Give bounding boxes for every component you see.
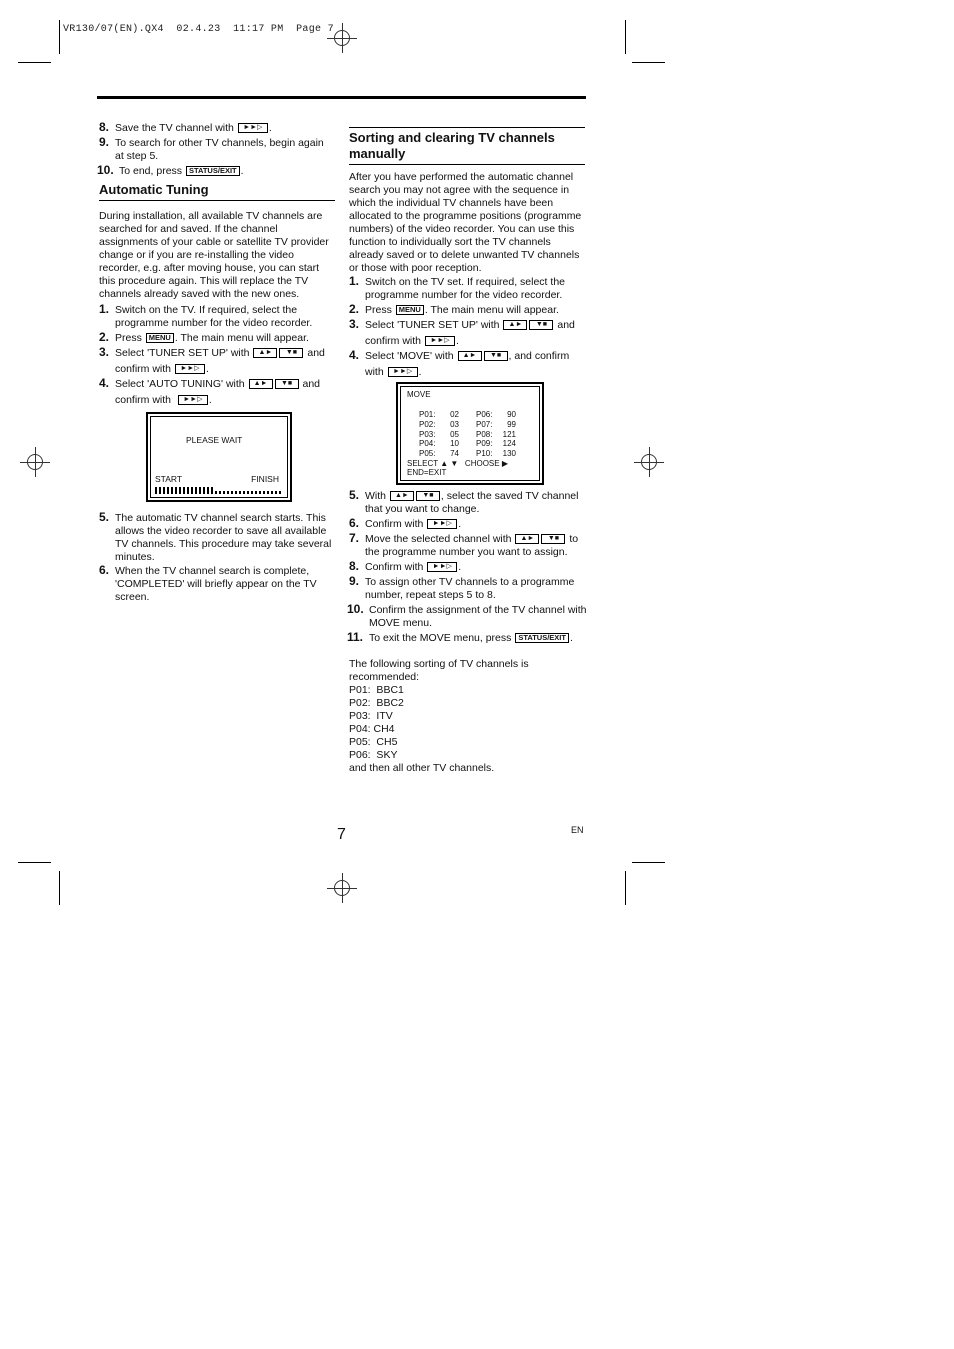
move-list-left <box>419 410 459 459</box>
language-code: EN <box>571 825 584 835</box>
please-wait-label: PLEASE WAIT <box>186 435 243 445</box>
programme-number: P08: <box>476 429 493 439</box>
progress-segment-empty <box>215 491 217 494</box>
move-select-hint: SELECT ▲ ▼ CHOOSE ▶ <box>407 459 508 468</box>
progress-segment-empty <box>255 491 257 494</box>
sorting-item: P06: SKY <box>349 749 398 761</box>
channel-value: 74 <box>450 449 459 459</box>
sorting-intro: After you have performed the automatic channel search you may not agree with the sequence in which the individual TV channels have been allocated to the programme positions (programme numbers) of the video recorder. You can use this function to individually sort the TV channels already saved or to delete unwanted TV channels or those with poor reception. <box>349 171 582 274</box>
progress-segment-empty <box>247 491 249 494</box>
sort-step-3: 3. Select 'TUNER SET UP' with ▲► ▼■ and confirm with ►►▷ . <box>349 317 575 347</box>
page-number: 7 <box>337 826 346 843</box>
tuning-step-6: 6. When the TV channel search is complete, 'COMPLETED' will briefly appear on the TV screen. <box>99 563 317 603</box>
progress-segment-empty <box>263 491 265 494</box>
menu-key-icon: MENU <box>396 305 424 315</box>
right-column <box>349 127 585 379</box>
play-key-icon: ►►▷ <box>178 395 208 405</box>
step-9: 9. To search for other TV channels, begin again at step 5. <box>99 135 324 162</box>
progress-segment-filled <box>195 487 197 494</box>
step-10: 10. To end, press STATUS/EXIT . <box>97 163 244 177</box>
status-exit-key-icon: STATUS/EXIT <box>515 633 569 643</box>
progress-segment-filled <box>175 487 177 494</box>
sorting-item: P01: BBC1 <box>349 684 404 696</box>
progress-segment-empty <box>243 491 245 494</box>
sorting-recommendation: The following sorting of TV channels is recommended: <box>349 658 529 683</box>
move-row <box>419 420 459 430</box>
progress-segment-empty <box>239 491 241 494</box>
finish-label: FINISH <box>251 474 279 484</box>
menu-key-icon: MENU <box>146 333 174 343</box>
progress-segment-filled <box>191 487 193 494</box>
programme-number: P06: <box>476 410 493 419</box>
sorting-item: P02: BBC2 <box>349 697 404 709</box>
up-key-icon: ▲► <box>249 379 273 389</box>
crop-mark <box>18 862 51 863</box>
progress-segment-filled <box>207 487 209 494</box>
crop-mark <box>18 62 51 63</box>
sort-step-1: 1. Switch on the TV set. If required, select the programme number for the video recorder. <box>349 274 565 301</box>
progress-segment-filled <box>211 487 213 494</box>
progress-segment-filled <box>183 487 185 494</box>
move-row <box>419 410 459 420</box>
registration-mark-icon <box>634 447 664 477</box>
progress-segment-empty <box>223 491 225 494</box>
play-key-icon: ►►▷ <box>388 367 418 377</box>
progress-segment-filled <box>179 487 181 494</box>
start-label: START <box>155 474 183 484</box>
crop-mark <box>625 871 626 905</box>
up-key-icon: ▲► <box>253 348 277 358</box>
progress-segment-filled <box>155 487 157 494</box>
crop-mark <box>632 862 665 863</box>
down-key-icon: ▼■ <box>529 320 553 330</box>
move-screen-title: MOVE <box>407 390 431 399</box>
tuning-step-5: 5. The automatic TV channel search starts. This allows the video recorder to save all available TV channels. This procedure may take several minutes. <box>99 510 332 563</box>
sort-step-7: 7. Move the selected channel with ▲► ▼■ to the programme number you want to assign. <box>349 531 579 558</box>
progress-segment-empty <box>219 491 221 494</box>
progress-segment-filled <box>163 487 165 494</box>
progress-segment-empty <box>235 491 237 494</box>
sort-step-10: 10. Confirm the assignment of the TV channel with MOVE menu. <box>347 602 587 629</box>
up-key-icon: ▲► <box>390 491 414 501</box>
play-key-icon: ►►▷ <box>427 562 457 572</box>
move-row <box>476 420 516 430</box>
sort-step-5: 5. With ▲► ▼■ , select the saved TV channel that you want to change. <box>349 488 579 515</box>
sort-step-8: 8. Confirm with ►►▷ . <box>349 559 462 573</box>
play-key-icon: ►►▷ <box>425 336 455 346</box>
crop-mark <box>59 871 60 905</box>
progress-segment-empty <box>271 491 273 494</box>
tuning-step-2: 2. Press MENU . The main menu will appear. <box>99 330 309 344</box>
move-row <box>419 439 459 449</box>
programme-number: P01: <box>419 410 436 419</box>
progress-segment-empty <box>231 491 233 494</box>
up-key-icon: ▲► <box>515 534 539 544</box>
sort-step-9: 9. To assign other TV channels to a programme number, repeat steps 5 to 8. <box>349 574 575 601</box>
crop-mark <box>632 62 665 63</box>
sort-step-11: 11. To exit the MOVE menu, press STATUS/EXIT . <box>347 630 573 644</box>
progress-segment-empty <box>279 491 281 494</box>
move-end-hint: END=EXIT <box>407 468 447 477</box>
tuning-step-4: 4. Select 'AUTO TUNING' with ▲► ▼■ and confirm with ►►▷ . <box>99 376 321 406</box>
sorting-list <box>349 684 589 762</box>
progress-segment-filled <box>171 487 173 494</box>
top-rule <box>97 96 586 99</box>
programme-number: P05: <box>419 449 436 459</box>
move-row <box>476 439 516 449</box>
sorting-item: P05: CH5 <box>349 736 398 748</box>
channel-value: 02 <box>450 410 459 419</box>
channel-value: 130 <box>502 449 516 459</box>
progress-segment-empty <box>275 491 277 494</box>
down-key-icon: ▼■ <box>279 348 303 358</box>
crop-mark <box>625 20 626 54</box>
progress-segment-empty <box>267 491 269 494</box>
down-key-icon: ▼■ <box>541 534 565 544</box>
step-8: 8. Save the TV channel with ►►▷ . <box>99 120 272 134</box>
channel-value: 10 <box>450 439 459 449</box>
play-key-icon: ►►▷ <box>238 123 268 133</box>
down-key-icon: ▼■ <box>416 491 440 501</box>
progress-segment-empty <box>227 491 229 494</box>
up-key-icon: ▲► <box>458 351 482 361</box>
print-slug: VR130/07(EN).QX4 02.4.23 11:17 PM Page 7 <box>63 24 334 35</box>
programme-number: P10: <box>476 449 493 459</box>
progress-segment-filled <box>203 487 205 494</box>
automatic-tuning-intro: During installation, all available TV channels are searched for and saved. If the channel assignments of your cable or satellite TV provider change or if you are re-installing the video recorder, e.g. after moving house, you can start this procedure again. This will replace the TV channels already saved with the new ones. <box>99 210 329 300</box>
sort-step-2: 2. Press MENU . The main menu will appear. <box>349 302 559 316</box>
move-row <box>476 449 516 459</box>
sort-step-6: 6. Confirm with ►►▷ . <box>349 516 462 530</box>
right-column-lower <box>349 490 589 775</box>
move-row <box>419 449 459 459</box>
left-column <box>99 122 335 407</box>
auto-tuning-screen <box>146 412 292 502</box>
play-key-icon: ►►▷ <box>175 364 205 374</box>
programme-number: P04: <box>419 439 436 449</box>
sorting-heading: Sorting and clearing TV channels manually <box>349 127 585 165</box>
progress-segment-filled <box>167 487 169 494</box>
channel-value: 99 <box>507 419 516 429</box>
registration-mark-icon <box>327 873 357 903</box>
channel-value: 03 <box>450 419 459 429</box>
channel-value: 121 <box>502 429 516 439</box>
channel-value: 05 <box>450 429 459 439</box>
programme-number: P03: <box>419 429 436 439</box>
progress-segment-filled <box>187 487 189 494</box>
up-key-icon: ▲► <box>503 320 527 330</box>
registration-mark-icon <box>20 447 50 477</box>
move-row <box>476 430 516 440</box>
sorting-item: P03: ITV <box>349 710 393 722</box>
move-screen <box>396 382 544 485</box>
play-key-icon: ►►▷ <box>427 519 457 529</box>
progress-segment-filled <box>199 487 201 494</box>
move-row <box>476 410 516 420</box>
progress-segment-empty <box>259 491 261 494</box>
sort-step-4: 4. Select 'MOVE' with ▲► ▼■ , and confirm with ►►▷ . <box>349 348 570 378</box>
progress-bar <box>155 484 283 494</box>
channel-value: 90 <box>507 410 516 419</box>
tuning-step-3: 3. Select 'TUNER SET UP' with ▲► ▼■ and confirm with ►►▷ . <box>99 345 325 375</box>
programme-number: P02: <box>419 419 436 429</box>
sorting-item: P04: CH4 <box>349 723 395 735</box>
progress-segment-filled <box>159 487 161 494</box>
registration-mark-icon <box>327 23 357 53</box>
channel-value: 124 <box>502 439 516 449</box>
status-exit-key-icon: STATUS/EXIT <box>186 166 240 176</box>
move-row <box>419 430 459 440</box>
programme-number: P09: <box>476 439 493 449</box>
left-column-lower <box>99 512 335 604</box>
sorting-outro: and then all other TV channels. <box>349 762 495 774</box>
crop-mark <box>59 20 60 54</box>
tuning-step-1: 1. Switch on the TV. If required, select the programme number for the video recorder. <box>99 302 313 329</box>
down-key-icon: ▼■ <box>275 379 299 389</box>
programme-number: P07: <box>476 419 493 429</box>
down-key-icon: ▼■ <box>484 351 508 361</box>
automatic-tuning-heading: Automatic Tuning <box>99 182 335 201</box>
move-list-right <box>476 410 516 459</box>
progress-segment-empty <box>251 491 253 494</box>
